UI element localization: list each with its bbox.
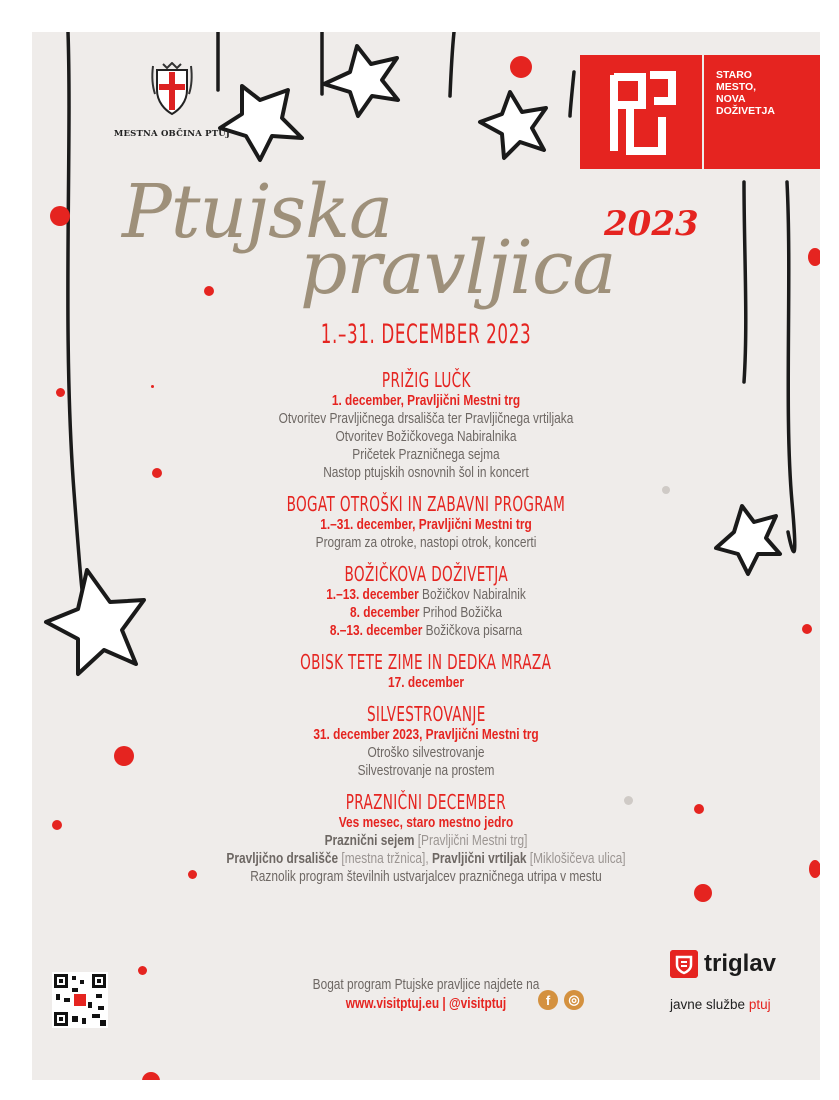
string-top-3 [450,32,454,96]
title-year: 2023 [604,204,699,244]
star-top-2 [324,46,398,116]
brand-tagline [704,55,820,169]
triglav-logo-icon [670,950,698,978]
section-title: BOGAT OTROŠKI IN ZABAVNI PROGRAM [286,492,566,516]
social-icons [538,990,584,1010]
section-entry [226,586,626,604]
red-dot [138,966,147,975]
section-bozickova-dozivetja [182,562,670,640]
event-dates: 1.–31. DECEMBER 2023 [320,319,532,350]
section-title: PRAZNIČNI DECEMBER [345,790,507,814]
section-when: 1.–31. december, Pravljični Mestni trg [320,517,532,533]
red-dot [510,56,532,78]
section-title: PRIŽIG LUČK [381,368,471,392]
star-large-left [46,570,144,674]
red-dot [152,468,162,478]
services-prefix: javne službe [670,997,746,1012]
section-item: Otroško silvestrovanje [367,745,485,761]
string-right-2 [744,182,746,382]
brand-line: MESTO, [716,81,757,93]
star-top-3 [480,92,546,158]
red-dot [114,746,134,766]
section-when: 17. december [387,675,465,691]
red-dot [50,206,70,226]
section-praznicni-december [182,790,670,886]
section-title: BOŽIČKOVA DOŽIVETJA [344,562,508,586]
section-entry [226,604,626,622]
qr-code [52,972,108,1028]
brand-line: NOVA [716,93,746,105]
section-item [226,832,626,850]
title-line-1: Ptujska [122,169,393,255]
services-city: ptuj [748,997,771,1012]
section-when: 1. december, Pravljični Mestni trg [331,393,521,409]
item-light: [Miklošičeva ulica] [529,851,626,867]
instagram-icon[interactable]: ◎ [564,990,584,1010]
entry-text: Prihod Božička [422,605,503,621]
poster [32,32,820,1080]
section-title: SILVESTROVANJE [366,702,486,726]
string-left [68,32,84,595]
entry-text: Božičkov Nabiralnik [422,587,526,603]
section-item: Program za otroke, nastopi otrok, koncerti [315,535,537,551]
footer-links[interactable]: www.visitptuj.eu | @visitptuj [345,996,507,1012]
municipality-name: MESTNA OBČINA PTUJ [113,129,231,139]
section-item: Nastop ptujskih osnovnih šol in koncert [323,465,529,481]
entry-date: 1.–13. december [326,587,419,603]
item-bold: Pravljično drsališče [226,851,339,867]
program [182,368,670,896]
red-dot [694,884,712,902]
string-right-1 [787,182,795,552]
red-dot [204,286,214,296]
item-light: [Pravljični Mestni trg] [417,833,528,849]
section-item: Raznolik program številnih ustvarjalcev prazničnega utripa v mestu [250,869,602,885]
section-title: OBISK TETE ZIME IN DEDKA MRAZA [300,650,552,674]
coat-of-arms-icon [149,62,195,116]
red-dot [56,388,65,397]
facebook-icon[interactable]: f [538,990,558,1010]
section-item: Pričetek Prazničnega sejma [352,447,500,463]
title-line-2: pravljica [300,225,616,311]
red-dot [802,624,812,634]
section-item [226,850,626,868]
brand-line: DOŽIVETJA [716,105,775,117]
brand-line: STARO [716,69,752,81]
red-dot [151,385,154,388]
red-dot [694,804,704,814]
section-silvestrovanje [182,702,670,780]
sponsor-triglav [670,950,776,978]
section-item: Otvoritev Božičkovega Nabiralnika [335,429,517,445]
item-bold: Praznični sejem [324,833,415,849]
section-obisk-tete-zime [182,650,670,692]
section-entry [226,622,626,640]
red-dot [52,820,62,830]
item-light: [mestna tržnica], [341,851,429,867]
qr-code-icon [52,972,108,1028]
section-item: Otvoritev Pravljičnega drsališča ter Pravljičnega vrtiljaka [278,411,574,427]
pj-monogram-icon [580,55,702,169]
entry-date: 8.–13. december [329,623,423,639]
section-item: Silvestrovanje na prostem [357,763,495,779]
item-bold: Pravljični vrtiljak [431,851,527,867]
section-when: 31. december 2023, Pravljični Mestni trg [313,727,539,743]
staro-mesto-logo [580,55,702,169]
javne-sluzbe-logo [670,997,771,1012]
red-dot [808,248,820,266]
section-prizig-luck [182,368,670,482]
string-top-4 [570,72,574,116]
section-when: Ves mesec, staro mestno jedro [338,815,514,831]
entry-text: Božičkova pisarna [425,623,523,639]
footer-info-text: Bogat program Ptujske pravljice najdete na [312,977,540,993]
municipality-logo [102,62,242,139]
star-right [716,506,780,574]
section-otroski-program [182,492,670,552]
sponsor-name: triglav [704,950,777,977]
red-dot [809,860,820,878]
entry-date: 8. december [349,605,420,621]
